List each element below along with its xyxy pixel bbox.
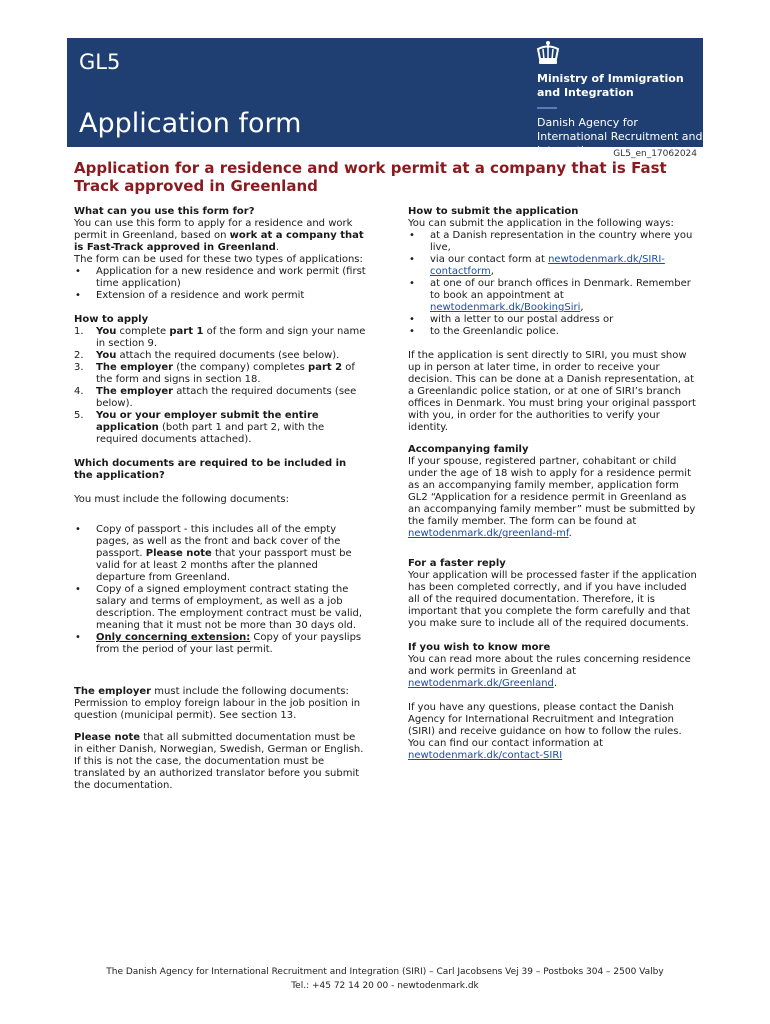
right-column	[408, 206, 698, 762]
paragraph: You must include the following documents:	[74, 494, 289, 505]
section-heading: If you wish to know more	[408, 642, 551, 653]
paragraph: If you have any questions, please contact the Danish Agency for International Recruitment and Integration (SIRI) and receive guidance on how to follow the rules. You can find our contact information at newtodenmark.dk/contact-SIRI	[408, 702, 682, 761]
list-item: • via our contact form at newtodenmark.dk/SIRI-contactform,	[408, 254, 698, 278]
paragraph: You can use this form to apply for a residence and work permit in Greenland, based on work at a company that is Fast-Track approved in Greenland.	[74, 218, 364, 253]
header-divider	[537, 107, 557, 109]
form-code: GL5	[79, 50, 121, 74]
paragraph: If the application is sent directly to SIRI, you must show up in person at later time, in order to receive your decision. This can be done at a Danish representation, at a Greenlandic police station, or at one of SIRI’s branch offices in Denmark. You must bring your original passport with you, in order for the authorities to verify your identity.	[408, 350, 696, 433]
list-item: 5. You or your employer submit the entire application (both part 1 and part 2, with the required documents attached).	[74, 410, 325, 445]
footer	[0, 965, 770, 993]
paragraph: If your spouse, registered partner, cohabitant or child under the age of 18 wish to apply for a residence permit as an accompanying family member, application form GL2 “Application for a residence permit in Greenland as an accompanying family member” must be submitted by the family member. The form can be found at newtodenmark.dk/greenland-mf.	[408, 456, 696, 539]
crown-icon	[532, 40, 564, 68]
list-item: • Application for a new residence and work permit (first time application)	[74, 266, 366, 290]
paragraph: The employer must include the following documents: Permission to employ foreign labour in the job position in question (municipal permit). See section 13.	[74, 686, 361, 721]
list-item: • Only concerning extension: Copy of your payslips from the period of your last permit.	[74, 632, 366, 656]
list-item: 1. You complete part 1 of the form and sign your name in section 9.	[74, 326, 366, 349]
list-item: • at a Danish representation in the country where you live,	[408, 230, 698, 254]
footer-contact: Tel.: +45 72 14 20 00 - newtodenmark.dk	[291, 981, 479, 991]
paragraph: Your application will be processed faster if the application has been completed correctly, and if you have included all of the required documentation. Therefore, it is important that you complete the form carefully and that you make sure to include all of the required documents.	[408, 570, 697, 629]
bullet-list	[408, 230, 698, 338]
contact-siri-link[interactable]: newtodenmark.dk/contact-SIRI	[408, 750, 563, 761]
list-item: • Extension of a residence and work permit	[74, 290, 366, 302]
booking-siri-link[interactable]: newtodenmark.dk/BookingSiri	[430, 302, 581, 313]
page-title: Application form	[79, 108, 302, 139]
list-item: • with a letter to our postal address or	[408, 314, 698, 326]
list-item: 4. The employer attach the required documents (see below).	[74, 386, 357, 409]
bullet-list	[74, 266, 366, 302]
section-heading: For a faster reply	[408, 558, 506, 569]
document-title: Application for a residence and work permit at a company that is Fast Track approved in Greenland	[74, 159, 667, 195]
list-item: • to the Greenlandic police.	[408, 326, 698, 338]
footer-address: The Danish Agency for International Recruitment and Integration (SIRI) – Carl Jacobsens Vej 39 – Postboks 304 – 2500 Valby	[106, 967, 664, 977]
section-heading: What can you use this form for?	[74, 206, 255, 217]
left-column	[74, 206, 366, 792]
bullet-list	[74, 524, 366, 656]
numbered-list	[74, 326, 366, 446]
form-id: GL5_en_17062024	[613, 149, 697, 159]
list-item: • at one of our branch offices in Denmark. Remember to book an appointment at newtodenmark.dk/BookingSiri,	[408, 278, 698, 314]
section-heading: Which documents are required to be included in the application?	[74, 458, 347, 481]
paragraph: The form can be used for these two types of applications:	[74, 254, 363, 265]
greenland-link[interactable]: newtodenmark.dk/Greenland	[408, 678, 554, 689]
paragraph: Please note that all submitted documentation must be in either Danish, Norwegian, Swedish, German or English. If this is not the case, the documentation must be translated by an authorized translator before you submit the documentation.	[74, 732, 364, 791]
list-item: 2. You attach the required documents (see below).	[74, 350, 340, 361]
section-heading: How to submit the application	[408, 206, 579, 217]
paragraph: You can read more about the rules concerning residence and work permits in Greenland at newtodenmark.dk/Greenland.	[408, 654, 691, 689]
siri-contactform-link[interactable]: newtodenmark.dk/SIRI-contactform	[430, 254, 665, 277]
ministry-name: Ministry of Immigration and Integration	[537, 72, 684, 99]
section-heading: Accompanying family	[408, 444, 529, 455]
greenland-mf-link[interactable]: newtodenmark.dk/greenland-mf	[408, 528, 569, 539]
list-item: • Copy of a signed employment contract stating the salary and terms of employment, as well as a job description. The employment contract must be valid, meaning that it must not be more than 30 days old.	[74, 584, 366, 632]
paragraph: You can submit the application in the following ways:	[408, 218, 674, 229]
list-item: 3. The employer (the company) completes part 2 of the form and signs in section 18.	[74, 362, 355, 385]
agency-name: Danish Agency for International Recruitment and Integration	[537, 116, 703, 157]
section-heading: How to apply	[74, 314, 149, 325]
list-item: • Copy of passport - this includes all of the empty pages, as well as the front and back cover of the passport. Please note that your passport must be valid for at least 2 months after the planned departure from Greenland.	[74, 524, 366, 584]
